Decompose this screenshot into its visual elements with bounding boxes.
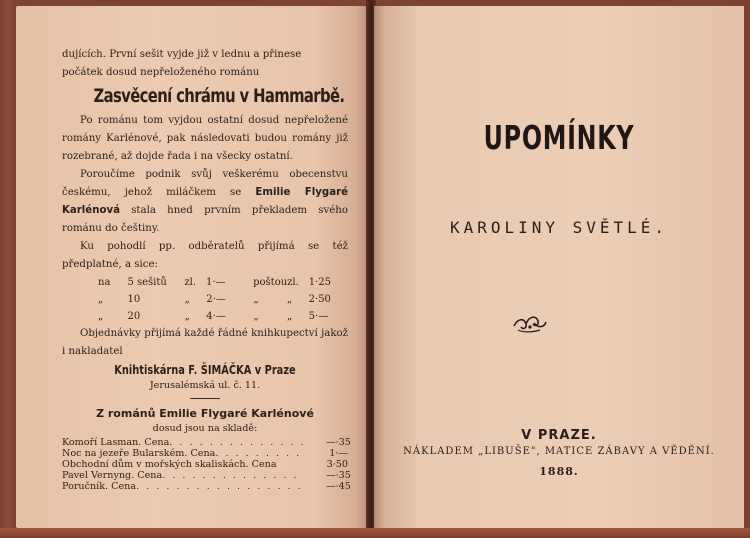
price-cell: 20 — [127, 311, 141, 322]
novel-item-price: 1·— — [329, 448, 348, 459]
book-subtitle: KAROLINY SVĚTLÉ. — [449, 218, 669, 237]
novel-item-title: Noc na jezeře Bularském. Cena — [62, 448, 216, 459]
price-cell: zl. — [287, 277, 299, 288]
leader-dots: . . . . . . . . . — [215, 448, 302, 459]
price-row — [98, 274, 348, 291]
price-cell: 2·— — [206, 294, 226, 305]
leader-dots: . . . . . . . . . . . . . . . . . — [136, 481, 303, 492]
para3-text-a: Poroučíme podnik svůj veškerému obecenstvu českému, jehož miláčkem se — [62, 169, 348, 198]
novel-item-title: Poručník. Cena — [62, 481, 137, 492]
para4: Ku pohodlí pp. odběratelů přijímá se též předplatné, a sice: — [62, 241, 348, 270]
price-row — [98, 308, 348, 325]
novel-title: Zasvěcení chrámu v Hammarbě. — [93, 85, 345, 107]
list-item — [62, 448, 348, 459]
para1-line2: počátek dosud nepřeloženého románu — [62, 67, 260, 78]
list-heading: Z románů Emilie Flygaré Karlénové — [96, 407, 314, 420]
printer-name: Knihtiskárna F. ŠIMÁČKA v Praze — [114, 363, 296, 377]
price-cell: na — [98, 277, 111, 288]
list-item — [62, 481, 351, 492]
list-item — [62, 437, 351, 448]
price-table — [62, 274, 348, 325]
price-cell: „ — [253, 311, 259, 322]
price-cell: 2·50 — [308, 294, 331, 305]
novel-item-title: Komoří Lasman. Cena — [62, 437, 170, 448]
price-cell: 5 sešitů — [127, 277, 167, 288]
novel-item-price: —·35 — [326, 470, 351, 481]
para5: Objednávky přijímá každé řádné knihkupectví jakož i nakladatel — [62, 328, 348, 357]
novel-item-price: 3·50 — [326, 459, 348, 470]
publication-year: 1888. — [539, 465, 579, 478]
price-cell: „ — [184, 311, 190, 322]
price-cell: poštou — [253, 277, 288, 288]
price-cell: 10 — [127, 294, 141, 305]
price-cell: „ — [287, 294, 293, 305]
price-cell: 5·— — [308, 311, 329, 322]
ornament-icon — [512, 312, 548, 334]
divider — [190, 398, 220, 399]
leader-dots: . . . . . . . . . . . . . . — [169, 437, 306, 448]
price-cell: „ — [98, 311, 104, 322]
price-row — [98, 291, 348, 308]
list-item — [62, 459, 348, 470]
novel-item-price: —·35 — [326, 437, 351, 448]
para2: Po románu tom vyjdou ostatní dosud nepřeložené romány Karlénové, pak následovati budou romány již rozebrané, až dojde řada i na všecky ostatní. — [62, 115, 348, 162]
author-name: Emilie Flygaré Karlénová — [62, 187, 348, 216]
printer-address: Jerusalémská ul. č. 11. — [149, 380, 261, 391]
novel-list — [62, 437, 351, 492]
price-cell: „ — [287, 311, 293, 322]
leader-dots: . . . . . . . . . . . . . . — [162, 470, 299, 481]
price-cell: 1·25 — [308, 277, 331, 288]
novel-item-title: Pavel Vernyng. Cena — [62, 470, 163, 481]
book-bottom-edge — [0, 528, 750, 538]
list-item — [62, 470, 351, 481]
book-title: UPOMÍNKY — [483, 118, 635, 157]
price-cell: „ — [184, 294, 190, 305]
price-cell: „ — [253, 294, 259, 305]
para3 — [62, 166, 348, 238]
price-cell: 1·— — [206, 277, 226, 288]
publisher-line: NÁKLADEM „LIBUŠE", MATICE ZÁBAVY A VĚDĚNÍ. — [403, 446, 715, 457]
novel-item-price: —·45 — [326, 481, 351, 492]
para3-text-b: stala hned prvním překladem svého románu do češtiny. — [62, 205, 348, 234]
price-cell: „ — [98, 294, 104, 305]
price-cell: zl. — [184, 277, 197, 288]
novel-item-title: Obchodní dům v mořských skaliskách. Cena — [62, 459, 277, 470]
list-subheading: dosud jsou na skladě: — [152, 423, 258, 434]
publication-place: V PRAZE. — [521, 428, 597, 443]
para1-line1: dujících. První sešit vyjde již v lednu a přinese — [62, 49, 302, 60]
left-page-text — [62, 46, 351, 492]
leader-dots — [277, 459, 326, 470]
price-cell: 4·— — [206, 311, 226, 322]
